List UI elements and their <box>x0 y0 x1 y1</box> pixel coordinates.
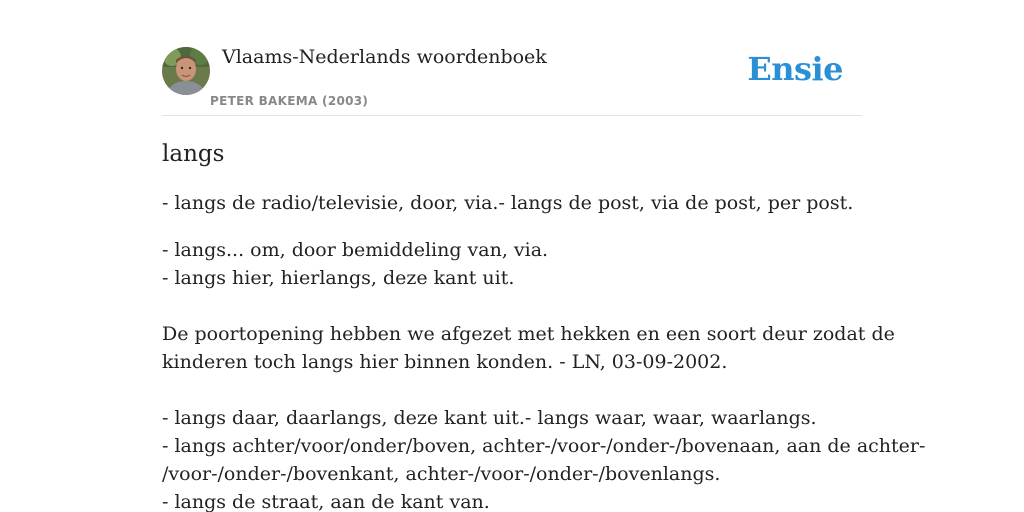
author-photo-icon <box>162 47 210 95</box>
brand-logo[interactable]: Ensie <box>747 50 843 88</box>
entry-paragraph-1 <box>162 189 862 217</box>
entry-line: - langs... om, door bemiddeling van, via. <box>162 239 549 261</box>
entry-line: - langs hier, hierlangs, deze kant uit. <box>162 267 515 289</box>
headword: langs <box>162 141 225 167</box>
author-avatar[interactable] <box>162 47 210 95</box>
entry-content <box>162 136 926 512</box>
blank-line <box>162 376 862 404</box>
entry-line: kinderen toch langs hier binnen konden. - LN, 03-09-2002. <box>162 351 728 373</box>
entry-line: /voor-/onder-/bovenkant, achter-/voor-/onder-/bovenlangs. <box>162 463 721 485</box>
entry-line: - langs de straat, aan de kant van. <box>162 491 490 512</box>
author-name[interactable]: PETER BAKEMA (2003) <box>210 94 369 108</box>
entry-line: - langs achter/voor/onder/boven, achter-/voor-/onder-/bovenaan, aan de achter- <box>162 435 926 457</box>
entry-paragraph-2 <box>162 236 926 512</box>
entry-line: - langs daar, daarlangs, deze kant uit.- langs waar, waar, waarlangs. <box>162 407 817 429</box>
dictionary-title[interactable]: Vlaams-Nederlands woordenboek <box>222 46 547 68</box>
blank-line <box>162 292 862 320</box>
entry-line: - langs de radio/televisie, door, via.- langs de post, via de post, per post. <box>162 192 854 214</box>
entry-line: De poortopening hebben we afgezet met hekken en een soort deur zodat de <box>162 323 895 345</box>
header <box>162 0 862 116</box>
